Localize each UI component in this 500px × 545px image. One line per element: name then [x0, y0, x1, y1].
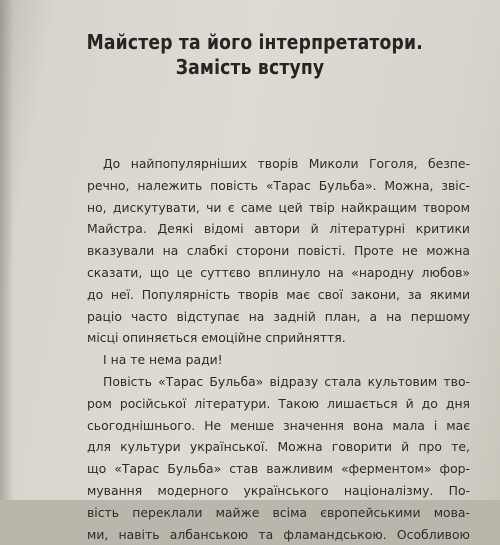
text-line: вість переклали майже всіма європейськими мова- — [87, 504, 470, 520]
text-line: до неї. Популярність творів має свої закони, за якими — [87, 286, 470, 302]
body-text — [87, 153, 470, 545]
text-line: речно, належить повість «Тарас Бульба». Можна, звіс- — [87, 177, 470, 193]
text-line: сьогоднішнього. Не менше значення вона мала і має — [87, 417, 470, 433]
text-line: І на те нема ради! — [103, 352, 223, 368]
text-line: До найпопулярніших творів Миколи Гоголя, безпе- — [103, 156, 470, 171]
text-line: ми, навіть албанською та фламандською. Особливою — [87, 526, 470, 542]
text-line: місці опиняється емоційне сприйняття. — [87, 330, 346, 346]
text-line: мування модерного українського націоналізму. По- — [87, 482, 470, 498]
text-line: для культури української. Можна говорити й про те, — [87, 439, 470, 455]
text-line: Повість «Тарас Бульба» відразу стала культовим тво- — [103, 373, 470, 389]
text-line: раціо часто відступає на задній план, а на першому — [87, 308, 470, 324]
text-line: ром російської літератури. Такою лишається й до дня — [87, 395, 470, 411]
text-line: вказували на слабкі сторони повісті. Проте не можна — [87, 243, 470, 259]
chapter-title-line-2: Замість вступу — [175, 55, 325, 79]
chapter-title-line-1: Майстер та його інтерпретатори. — [86, 30, 423, 54]
text-line: но, дискутувати, чи є саме цей твір найкращим твором — [87, 199, 470, 215]
text-line: Майстра. Деякі відомі автори й літературні критики — [87, 221, 470, 237]
text-line: що «Тарас Бульба» став важливим «ферментом» фор- — [87, 461, 470, 477]
text-line: сказати, що це суттєво вплинуло на «народну любов» — [87, 264, 470, 280]
